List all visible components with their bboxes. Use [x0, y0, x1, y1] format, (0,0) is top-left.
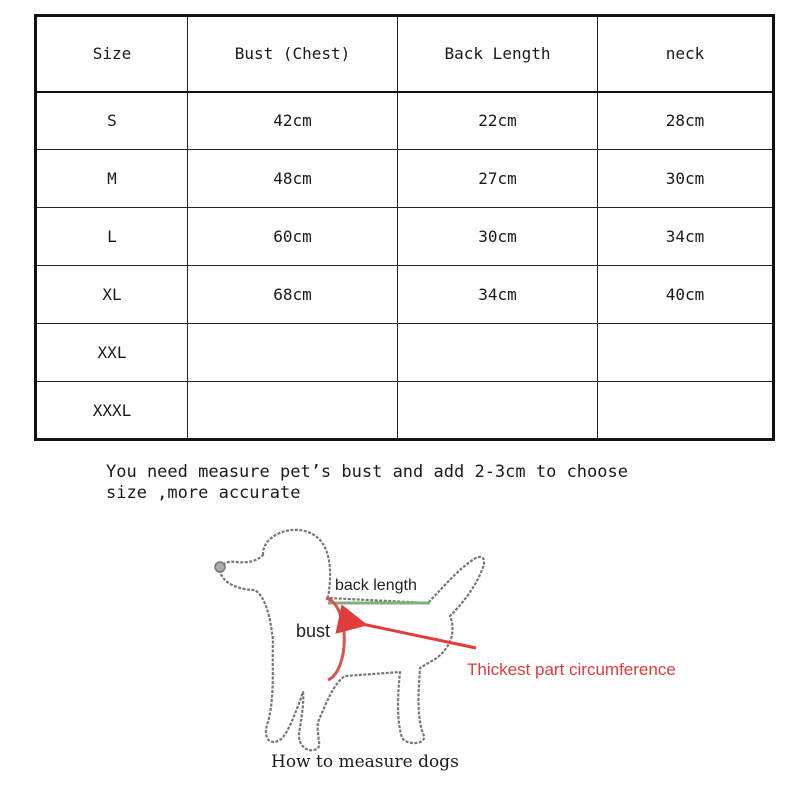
- table-row: [36, 208, 774, 266]
- cell-bust: 60cm: [188, 208, 398, 266]
- size-chart-table: [34, 14, 775, 441]
- cell-bust: 48cm: [188, 150, 398, 208]
- cell-back-length: 22cm: [398, 92, 598, 150]
- table-row: [36, 324, 774, 382]
- diagram-caption: How to measure dogs: [271, 752, 459, 772]
- cell-size: XXXL: [36, 382, 188, 440]
- cell-bust: 68cm: [188, 266, 398, 324]
- bust-label: bust: [296, 621, 331, 641]
- header-bust: Bust (Chest): [188, 16, 398, 92]
- table-row: [36, 266, 774, 324]
- header-neck: neck: [598, 16, 774, 92]
- cell-bust: [188, 382, 398, 440]
- cell-size: XL: [36, 266, 188, 324]
- cell-back-length: 34cm: [398, 266, 598, 324]
- cell-size: XXL: [36, 324, 188, 382]
- dog-nose: [215, 562, 225, 572]
- measure-instruction: [106, 462, 706, 504]
- pointer-arrow: [362, 624, 476, 648]
- cell-size: M: [36, 150, 188, 208]
- cell-neck: [598, 324, 774, 382]
- cell-neck: 30cm: [598, 150, 774, 208]
- cell-size: S: [36, 92, 188, 150]
- cell-bust: [188, 324, 398, 382]
- header-size: Size: [36, 16, 188, 92]
- instruction-line-1: You need measure pet’s bust and add 2-3cm to choose: [106, 462, 628, 482]
- cell-back-length: [398, 382, 598, 440]
- cell-neck: [598, 382, 774, 440]
- table-row: [36, 92, 774, 150]
- header-back-length: Back Length: [398, 16, 598, 92]
- cell-back-length: 30cm: [398, 208, 598, 266]
- cell-back-length: 27cm: [398, 150, 598, 208]
- table-row: [36, 382, 774, 440]
- cell-bust: 42cm: [188, 92, 398, 150]
- cell-back-length: [398, 324, 598, 382]
- cell-size: L: [36, 208, 188, 266]
- table-header-row: [36, 16, 774, 92]
- back-length-label: back length: [335, 577, 417, 594]
- cell-neck: 28cm: [598, 92, 774, 150]
- cell-neck: 40cm: [598, 266, 774, 324]
- cell-neck: 34cm: [598, 208, 774, 266]
- instruction-line-2: size ,more accurate: [106, 483, 301, 503]
- thickest-part-label: Thickest part circumference: [467, 660, 676, 679]
- dog-outline: [220, 530, 484, 750]
- table-row: [36, 150, 774, 208]
